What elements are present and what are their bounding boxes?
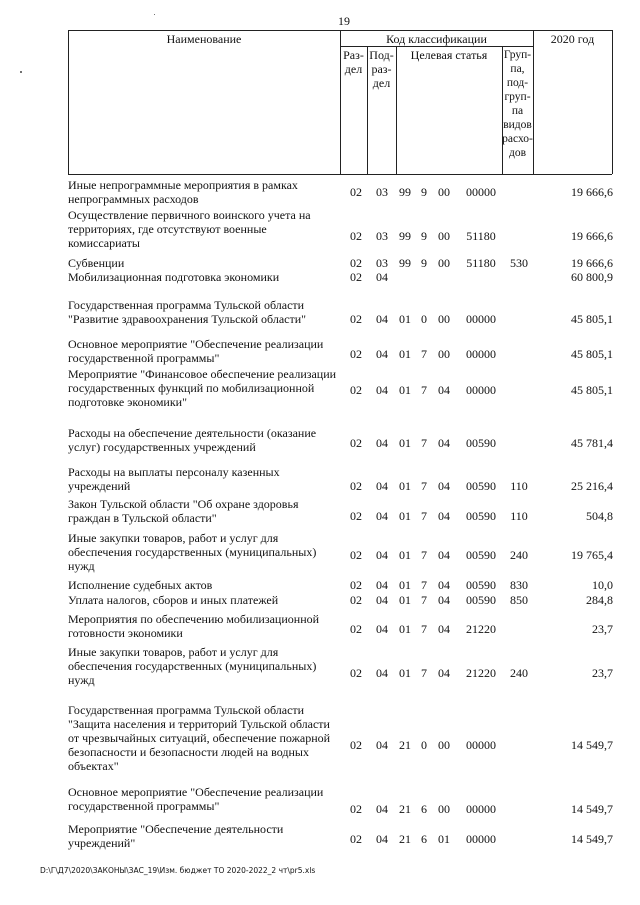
file-path-footer: D:\Г\Д7\2020\ЗАКОНЫ\ЗАС_19\Изм. бюджет ТО 2020-2022_2 чт\pr5.xls [40,866,316,875]
cell-podrazdel: 03 [376,185,388,199]
cell-amount: 14 549,7 [571,802,613,816]
header-target: Целевая статья [410,48,488,62]
cell-target-measure: 04 [438,383,450,397]
header-sub-line [340,46,533,47]
cell-amount: 14 549,7 [571,832,613,846]
cell-podrazdel: 04 [376,509,388,523]
cell-amount: 504,8 [586,509,613,523]
cell-podrazdel: 04 [376,548,388,562]
cell-amount: 25 216,4 [571,479,613,493]
cell-podrazdel: 04 [376,270,388,284]
cell-name: Уплата налогов, сборов и иных платежей [68,593,279,607]
cell-amount: 23,7 [592,622,613,636]
cell-target-program: 01 [399,312,411,326]
cell-expense-type: 850 [510,593,528,607]
cell-target-measure: 01 [438,832,450,846]
cell-target-subprogram: 7 [421,622,427,636]
cell-name: Мероприятие "Обеспечение деятельности учреждений" [68,822,284,850]
header-divider-year [533,30,534,174]
cell-expense-type: 110 [510,479,528,493]
cell-target-subprogram: 9 [421,229,427,243]
cell-razdel: 02 [350,347,362,361]
header-podrazdel: Под- раз- дел [369,48,394,90]
cell-name: Осуществление первичного воинского учета на территориях, где отсутствуют военные комиссариаты [68,208,311,250]
cell-name: Государственная программа Тульской области "Развитие здравоохранения Тульской области" [68,298,307,326]
cell-razdel: 02 [350,312,362,326]
cell-target-measure: 04 [438,622,450,636]
cell-amount: 19 666,6 [571,185,613,199]
header-name: Наименование [166,32,242,46]
cell-target-subprogram: 7 [421,436,427,450]
cell-target-measure: 04 [438,666,450,680]
cell-target-direction: 00000 [466,383,496,397]
cell-target-program: 01 [399,479,411,493]
cell-target-program: 21 [399,832,411,846]
cell-target-direction: 00590 [466,593,496,607]
cell-target-program: 99 [399,185,411,199]
cell-target-program: 21 [399,802,411,816]
cell-razdel: 02 [350,479,362,493]
cell-name: Мероприятия по обеспечению мобилизационной готовности экономики [68,612,320,640]
cell-razdel: 02 [350,832,362,846]
cell-expense-type: 530 [510,256,528,270]
cell-razdel: 02 [350,738,362,752]
cell-target-program: 01 [399,593,411,607]
cell-target-program: 01 [399,622,411,636]
cell-target-subprogram: 7 [421,383,427,397]
page-number: 19 [338,14,350,28]
cell-amount: 14 549,7 [571,738,613,752]
cell-target-direction: 51180 [466,256,496,270]
scan-speck [20,71,22,73]
cell-amount: 10,0 [592,578,613,592]
cell-target-subprogram: 6 [421,832,427,846]
cell-target-program: 99 [399,229,411,243]
cell-amount: 60 800,9 [571,270,613,284]
cell-target-subprogram: 7 [421,479,427,493]
cell-name: Мобилизационная подготовка экономики [68,270,280,284]
cell-razdel: 02 [350,666,362,680]
cell-target-direction: 00000 [466,185,496,199]
cell-target-program: 01 [399,509,411,523]
cell-target-subprogram: 7 [421,347,427,361]
cell-name: Закон Тульской области "Об охране здоровья граждан в Тульской области" [68,497,299,525]
header-left-border [68,30,69,174]
cell-name: Расходы на выплаты персоналу казенных учреждений [68,465,280,493]
cell-target-measure: 00 [438,802,450,816]
cell-target-subprogram: 7 [421,548,427,562]
cell-target-measure: 00 [438,738,450,752]
cell-target-measure: 04 [438,593,450,607]
cell-podrazdel: 04 [376,436,388,450]
cell-target-subprogram: 7 [421,578,427,592]
header-group: Груп- па, под- груп- па видов расхо- дов [502,49,533,159]
cell-name: Исполнение судебных актов [68,578,213,592]
cell-podrazdel: 03 [376,229,388,243]
cell-target-measure: 00 [438,347,450,361]
cell-target-subprogram: 6 [421,802,427,816]
cell-podrazdel: 04 [376,383,388,397]
cell-podrazdel: 04 [376,312,388,326]
cell-amount: 45 805,1 [571,347,613,361]
cell-target-direction: 21220 [466,622,496,636]
cell-expense-type: 240 [510,548,528,562]
header-bottom-line [68,174,612,175]
cell-target-measure: 04 [438,548,450,562]
cell-target-measure: 00 [438,229,450,243]
cell-razdel: 02 [350,548,362,562]
cell-razdel: 02 [350,270,362,284]
cell-expense-type: 110 [510,509,528,523]
scan-speck [154,14,155,15]
cell-amount: 19 666,6 [571,229,613,243]
cell-target-direction: 00590 [466,509,496,523]
cell-podrazdel: 04 [376,802,388,816]
cell-razdel: 02 [350,229,362,243]
cell-podrazdel: 04 [376,479,388,493]
cell-razdel: 02 [350,436,362,450]
cell-name: Мероприятие "Финансовое обеспечение реализации государственных функций по мобилизационной подготовке экономики" [68,367,337,409]
cell-podrazdel: 04 [376,578,388,592]
cell-amount: 284,8 [586,593,613,607]
cell-expense-type: 240 [510,666,528,680]
cell-name: Иные непрограммные мероприятия в рамках непрограммных расходов [68,178,298,206]
cell-target-measure: 00 [438,312,450,326]
cell-target-program: 01 [399,383,411,397]
cell-target-program: 01 [399,436,411,450]
cell-target-program: 21 [399,738,411,752]
header-code-group: Код классификации [386,32,487,46]
cell-razdel: 02 [350,802,362,816]
cell-podrazdel: 04 [376,622,388,636]
cell-target-direction: 00000 [466,738,496,752]
cell-razdel: 02 [350,256,362,270]
cell-podrazdel: 04 [376,832,388,846]
cell-expense-type: 830 [510,578,528,592]
cell-amount: 45 805,1 [571,312,613,326]
cell-podrazdel: 04 [376,347,388,361]
cell-razdel: 02 [350,185,362,199]
cell-name: Иные закупки товаров, работ и услуг для обеспечения государственных (муниципальных) нужд [68,645,317,687]
cell-target-measure: 04 [438,436,450,450]
cell-name: Расходы на обеспечение деятельности (оказание услуг) государственных учреждений [68,426,317,454]
cell-amount: 19 666,6 [571,256,613,270]
cell-name: Основное мероприятие "Обеспечение реализации государственной программы" [68,337,324,365]
cell-target-direction: 21220 [466,666,496,680]
cell-target-program: 99 [399,256,411,270]
cell-target-direction: 00000 [466,312,496,326]
cell-razdel: 02 [350,593,362,607]
cell-target-subprogram: 7 [421,666,427,680]
cell-target-program: 01 [399,578,411,592]
cell-razdel: 02 [350,509,362,523]
cell-target-direction: 00590 [466,578,496,592]
cell-target-subprogram: 9 [421,185,427,199]
cell-target-subprogram: 7 [421,509,427,523]
cell-target-subprogram: 0 [421,312,427,326]
header-divider-podrazdel [396,46,397,174]
cell-target-direction: 00590 [466,548,496,562]
cell-amount: 45 781,4 [571,436,613,450]
cell-podrazdel: 04 [376,738,388,752]
cell-target-direction: 00000 [466,832,496,846]
cell-name: Государственная программа Тульской области "Защита населения и территорий Тульской области от чрезвычайных ситуаций, обеспечение пожарной безопасности и безопасности людей на водных объектах" [68,703,331,773]
cell-amount: 19 765,4 [571,548,613,562]
cell-target-direction: 00590 [466,436,496,450]
cell-razdel: 02 [350,578,362,592]
cell-target-measure: 00 [438,256,450,270]
cell-target-measure: 04 [438,578,450,592]
cell-target-direction: 00000 [466,802,496,816]
cell-podrazdel: 03 [376,256,388,270]
cell-target-subprogram: 9 [421,256,427,270]
cell-target-direction: 00590 [466,479,496,493]
cell-target-program: 01 [399,666,411,680]
cell-target-direction: 00000 [466,347,496,361]
cell-target-measure: 04 [438,479,450,493]
cell-name: Основное мероприятие "Обеспечение реализации государственной программы" [68,785,324,813]
header-right-border [612,30,613,174]
cell-podrazdel: 04 [376,593,388,607]
header-razdel: Раз- дел [343,48,364,76]
header-year: 2020 год [550,32,595,46]
cell-target-subprogram: 0 [421,738,427,752]
cell-podrazdel: 04 [376,666,388,680]
cell-target-measure: 04 [438,509,450,523]
cell-target-measure: 00 [438,185,450,199]
cell-target-program: 01 [399,548,411,562]
cell-name: Субвенции [68,256,125,270]
cell-amount: 23,7 [592,666,613,680]
cell-target-direction: 51180 [466,229,496,243]
cell-target-subprogram: 7 [421,593,427,607]
cell-name: Иные закупки товаров, работ и услуг для обеспечения государственных (муниципальных) нужд [68,531,317,573]
cell-target-program: 01 [399,347,411,361]
cell-razdel: 02 [350,622,362,636]
cell-razdel: 02 [350,383,362,397]
cell-amount: 45 805,1 [571,383,613,397]
